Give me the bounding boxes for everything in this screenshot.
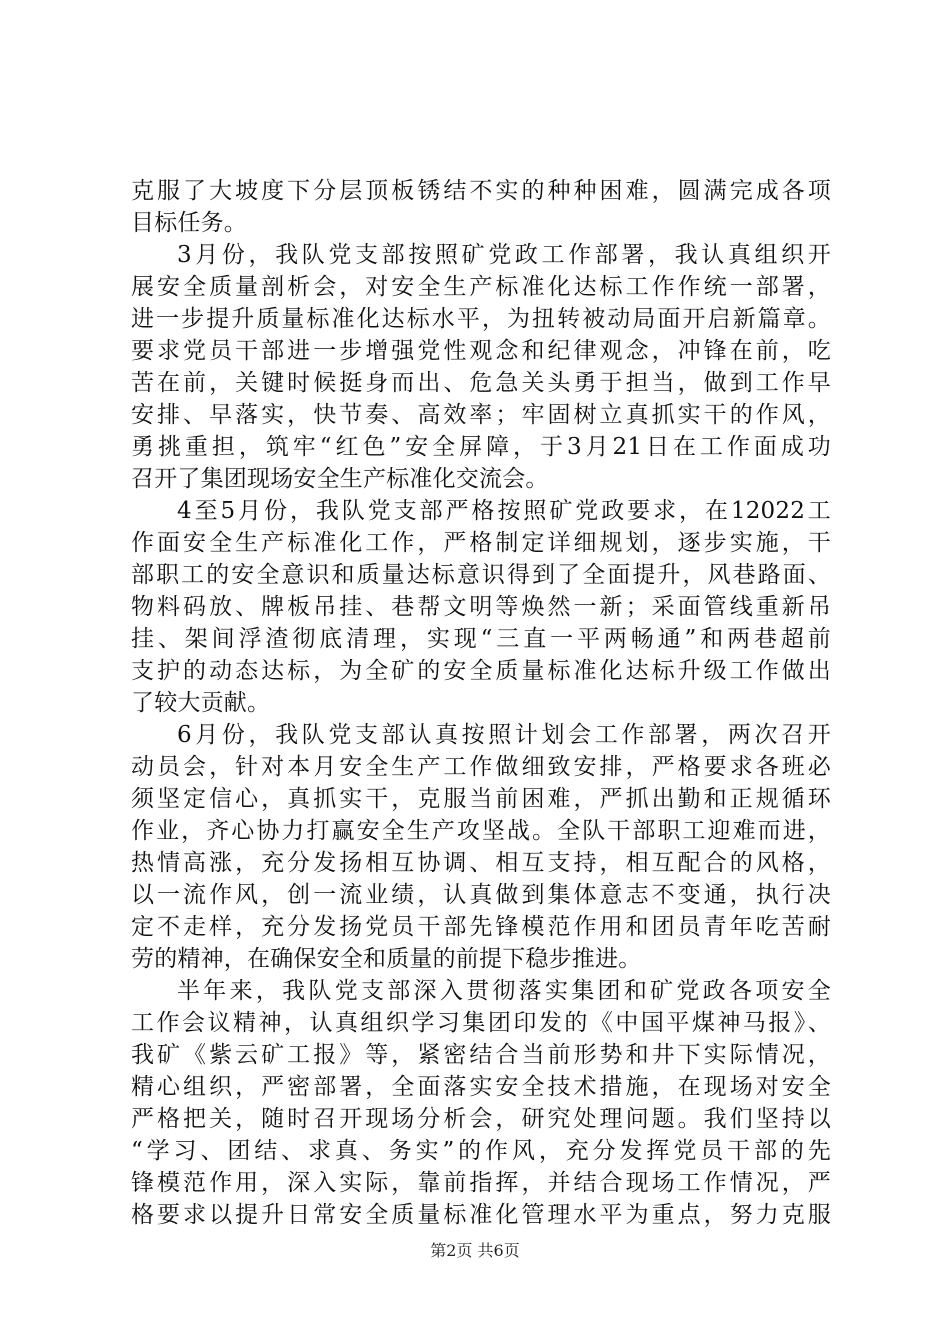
text-line: 安排、早落实，快节奏、高效率；牢固树立真抓实干的作风， (131, 402, 831, 428)
text-line: 物料码放、牌板吊挂、巷帮文明等焕然一新；采面管线重新吊 (131, 594, 831, 620)
text-line: 动员会，针对本月安全生产工作做细致安排，严格要求各班必 (131, 754, 831, 780)
text-line: 热情高涨，充分发扬相互协调、相互支持，相互配合的风格， (131, 850, 831, 876)
text-line: 展安全质量剖析会，对安全生产标准化达标工作作统一部署， (131, 274, 831, 300)
text-line: 部职工的安全意识和质量达标意识得到了全面提升，风巷路面、 (131, 562, 831, 588)
text-line: 目标任务。 (131, 210, 247, 236)
text-line: 以一流作风，创一流业绩，认真做到集体意志不变通，执行决 (131, 882, 831, 908)
text-line: 勇挑重担，筑牢“红色”安全屏障，于3月21日在工作面成功 (131, 434, 831, 460)
text-line: 须坚定信心，真抓实干，克服当前困难，严抓出勤和正规循环 (131, 786, 831, 812)
text-line: 劳的精神，在确保安全和质量的前提下稳步推进。 (131, 946, 642, 972)
text-line: 进一步提升质量标准化达标水平，为扭转被动局面开启新篇章。 (131, 306, 831, 332)
text-line: 锋模范作用，深入实际，靠前指挥，并结合现场工作情况，严 (131, 1170, 831, 1196)
text-line: 作业，齐心协力打赢安全生产攻坚战。全队干部职工迎难而进， (131, 818, 831, 844)
text-line: 严格把关，随时召开现场分析会，研究处理问题。我们坚持以 (131, 1106, 831, 1132)
text-line: 3月份，我队党支部按照矿党政工作部署，我认真组织开 (177, 242, 831, 268)
text-line: 挂、架间浮渣彻底清理，实现“三直一平两畅通”和两巷超前 (131, 626, 831, 652)
text-line: 工作会议精神，认真组织学习集团印发的《中国平煤神马报》、 (131, 1010, 831, 1036)
text-line: 作面安全生产标准化工作，严格制定详细规划，逐步实施，干 (131, 530, 831, 556)
text-line: 召开了集团现场安全生产标准化交流会。 (131, 466, 549, 492)
text-line: 苦在前，关键时候挺身而出、危急关头勇于担当，做到工作早 (131, 370, 831, 396)
text-line: 精心组织，严密部署，全面落实安全技术措施，在现场对安全 (131, 1074, 831, 1100)
text-line: 6月份，我队党支部认真按照计划会工作部署，两次召开 (177, 722, 831, 748)
text-line: “学习、团结、求真、务实”的作风，充分发挥党员干部的先 (131, 1138, 831, 1164)
text-line: 4至5月份，我队党支部严格按照矿党政要求，在12022工 (177, 498, 831, 524)
text-line: 我矿《紫云矿工报》等，紧密结合当前形势和井下实际情况， (131, 1042, 831, 1068)
body-text (131, 175, 831, 1231)
text-line: 半年来，我队党支部深入贯彻落实集团和矿党政各项安全 (177, 978, 831, 1004)
page-number: 第2页 共6页 (430, 1241, 520, 1260)
text-line: 定不走样，充分发扬党员干部先锋模范作用和团员青年吃苦耐 (131, 914, 831, 940)
text-line: 格要求以提升日常安全质量标准化管理水平为重点，努力克服 (131, 1202, 831, 1228)
text-line: 克服了大坡度下分层顶板锈结不实的种种困难，圆满完成各项 (131, 178, 831, 204)
text-line: 支护的动态达标，为全矿的安全质量标准化达标升级工作做出 (131, 658, 831, 684)
text-line: 了较大贡献。 (131, 690, 271, 716)
text-line: 要求党员干部进一步增强党性观念和纪律观念，冲锋在前，吃 (131, 338, 831, 364)
